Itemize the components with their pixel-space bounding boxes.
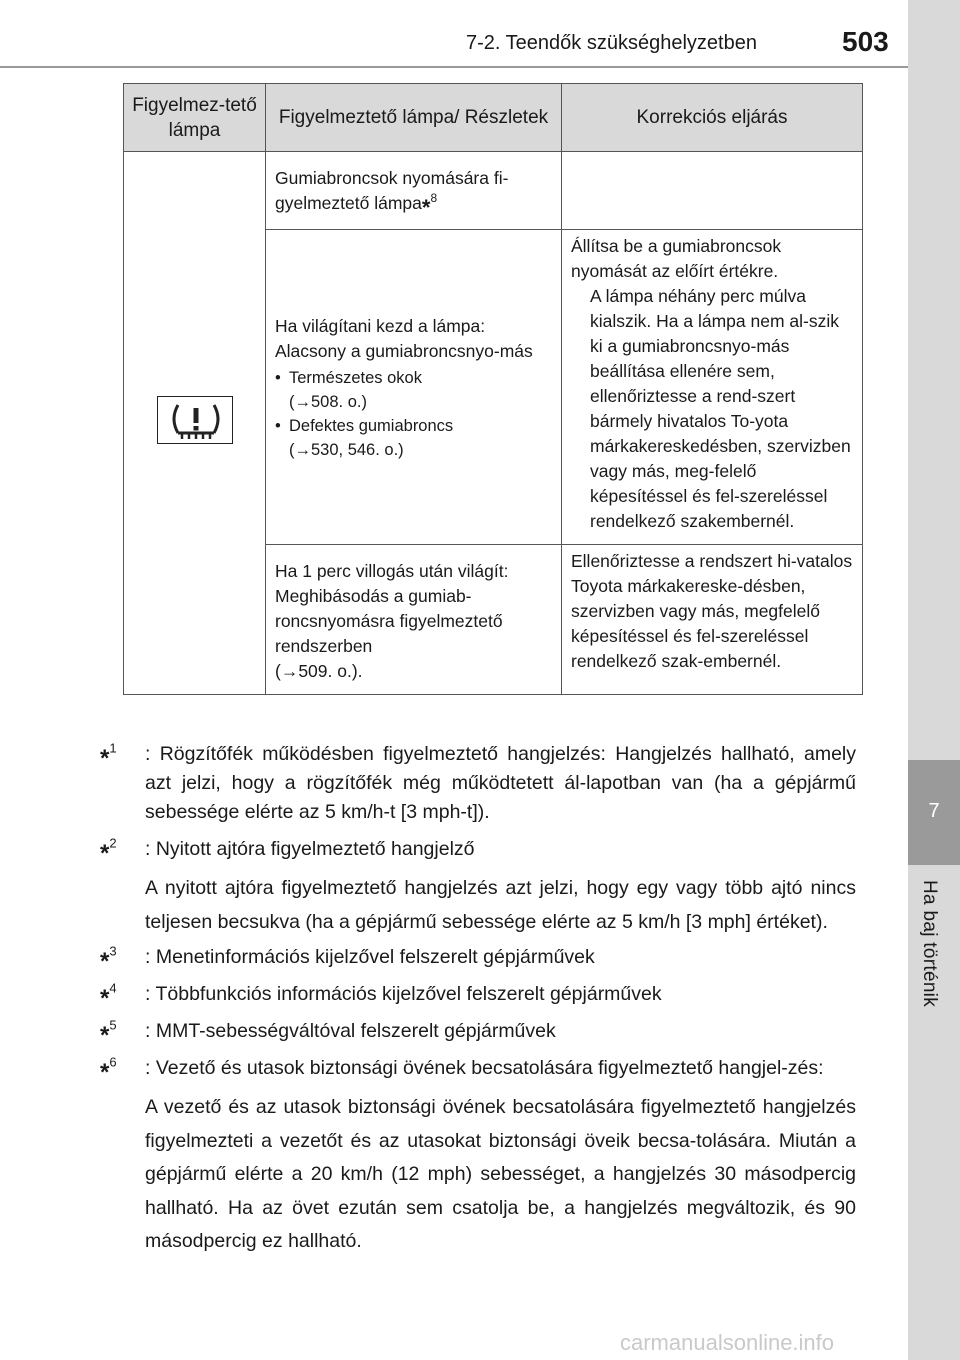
list-item [275,366,553,414]
footnote-text: : Rögzítőfék működésben figyelmeztető hangjelzés: Hangjelzés hallható, amely azt jelzi, hogy a rögzítőfék még működtetett ál-lapotban van (ha a gépjármű sebessége elérte az 5 km/h-t [3 mph-t]). [145,743,856,823]
watermark: carmanualsonline.info [620,1330,835,1355]
footnote-item [100,1054,856,1086]
footnote-marker: *$^1$ [100,740,117,772]
footnote-text: : Vezető és utasok biztonsági övének becsatolására figyelmeztető hangjel-zés: [145,1057,824,1079]
cause-list [275,366,553,462]
page-reference[interactable]: (→509. o.). [275,661,363,681]
footnote-item [100,980,856,1012]
footnote-paragraph: A vezető és az utasok biztonsági övének becsatolására figyelmeztető hangjelzés figyelmezteti a vezetőt és az utasokat biztonsági öveik becsa-tolására. Miután a gépjármű elérte a 20 km/h (12 mph) sebességet, a hangjelzés 30 másodpercig hallható. Ha az övet ezután sem csatolja be, a hangjelzés megváltozik, és 90 másodpercig ez hallható. [145,1096,856,1252]
details-cause: Alacsony a gumiabroncsnyo-más [275,341,533,361]
footnote-number: 8 [430,191,438,206]
lamp-cell [124,152,266,695]
footnote-item [100,835,856,867]
column-header-lamp: Figyelmez-tető lámpa [124,84,266,152]
footnote-marker: *$^6$ [100,1054,117,1086]
procedure-cell [562,230,863,545]
details-intro: Ha 1 perc villogás után világít: [275,561,509,581]
footnote-marker: *$^5$ [100,1017,117,1049]
chapter-number: 7 [928,800,940,822]
table-row [124,152,863,230]
footnote-text: : MMT-sebességváltóval felszerelt gépjárművek [145,1020,556,1042]
footnote-paragraph: A nyitott ajtóra figyelmeztető hangjelzés azt jelzi, hogy egy vagy több ajtó nincs teljesen becsukva (ha a gépjármű sebessége elérte az 5 km/h [3 mph] értéket). [145,877,856,933]
details-cause: Meghibásodás a gumiab-roncsnyomásra figyelmeztető rendszerben [275,586,503,656]
section-title: 7-2. Teendők szükséghelyzetben [466,32,757,54]
footnotes [100,740,856,1263]
details-intro: Ha világítani kezd a lámpa: [275,316,486,336]
footnote-item [100,1017,856,1049]
page-number: 503 [842,26,889,57]
footnote-item [100,740,856,827]
details-cell [266,230,562,545]
warning-lamp-table [123,83,863,695]
tire-pressure-warning-icon [157,396,233,444]
procedure-second: A lámpa néhány perc múlva kialszik. Ha a lámpa nem al-szik ki a gumiabroncsnyo-más beállítása ellenére sem, ellenőriztesse a rend-szert bármely hivatalos To-yota márkakereskedésben, szervizben vagy más, meg-felelő képesítéssel és fel-szereléssel rendelkező szakembernél. [590,286,851,531]
footnote-marker: *$^2$ [100,835,117,867]
cause-text: Természetes okok [289,369,422,387]
footnote-item [100,943,856,975]
procedure-cell: Ellenőriztesse a rendszert hi-vatalos Toyota márkakereske-désben, szervizben vagy más, megfelelő képesítéssel és fel-szereléssel rendelkező szak-embernél. [562,545,863,695]
page-reference[interactable]: (→530, 546. o.) [289,441,404,459]
table-header-row [124,84,863,152]
procedure-first: Állítsa be a gumiabroncsok nyomását az előírt értékre. [571,236,782,281]
details-text: Gumiabroncsok nyomására fi-gyelmeztető lámpa [275,168,509,213]
column-header-details: Figyelmeztető lámpa/ Részletek [266,84,562,152]
chapter-title: Ha baj történik [919,880,940,1008]
header-divider [0,66,908,68]
page-reference[interactable]: (→508. o.) [289,393,367,411]
details-cell [266,545,562,695]
footnote-marker: *$^4$ [100,980,117,1012]
procedure-cell [562,152,863,230]
footnote-marker: *$^3$ [100,943,117,975]
footnote-text: : Nyitott ajtóra figyelmeztető hangjelző [145,838,475,860]
cause-text: Defektes gumiabroncs [289,417,454,435]
column-header-procedure: Korrekciós eljárás [562,84,863,152]
side-tab [908,0,960,1360]
footnote-text: : Többfunkciós információs kijelzővel felszerelt gépjárművek [145,983,662,1005]
footnote-star: * [421,195,431,220]
details-cell [266,152,562,230]
footnote-text: : Menetinformációs kijelzővel felszerelt gépjárművek [145,946,595,968]
list-item [275,414,553,462]
